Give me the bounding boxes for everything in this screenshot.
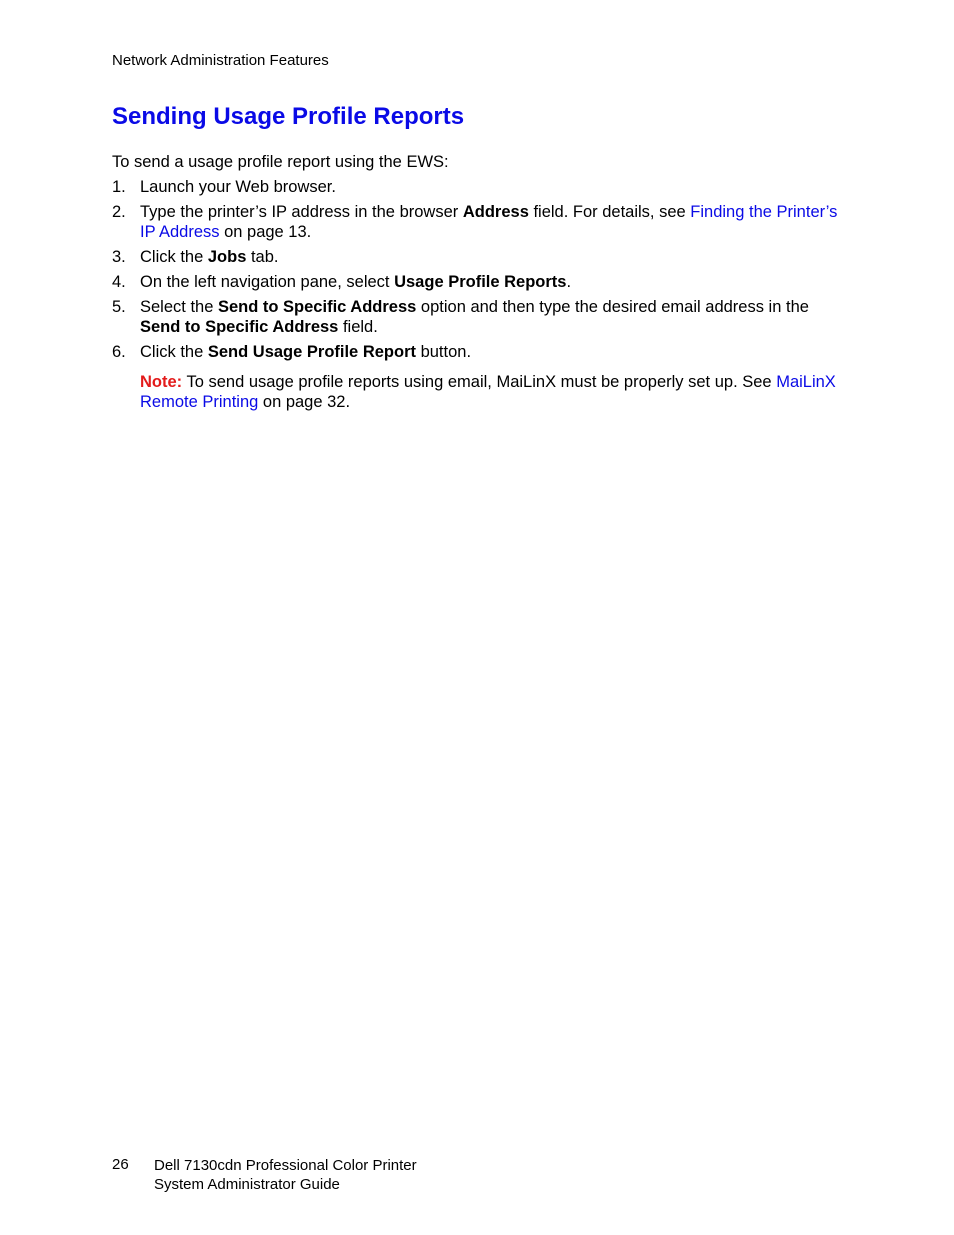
ui-term: Send Usage Profile Report xyxy=(207,343,416,361)
list-item xyxy=(112,247,842,267)
note-label: Note: xyxy=(140,373,183,391)
step-text: Select the Send to Specific Address option and then type the desired email address in the Send to Specific Address field. xyxy=(140,298,809,336)
step-number: 5. xyxy=(112,298,126,316)
footer xyxy=(154,1156,417,1194)
step-text: Type the printer’s IP address in the browser Address field. For details, see Finding the Printer’s IP Address on page 13. xyxy=(140,203,838,241)
note-text: To send usage profile reports using email, MaiLinX must be properly set up. See xyxy=(182,373,777,391)
running-header: Network Administration Features xyxy=(112,52,329,69)
step-text: Launch your Web browser. xyxy=(140,178,336,196)
footer-guide: System Administrator Guide xyxy=(154,1176,340,1193)
list-item xyxy=(112,177,842,197)
list-item xyxy=(112,342,842,362)
intro-text: To send a usage profile report using the EWS: xyxy=(112,153,449,171)
note-block xyxy=(140,372,840,412)
step-text: Click the Send Usage Profile Report button. xyxy=(140,343,472,361)
link-mailinx-remote-printing[interactable]: MaiLinX Remote Printing xyxy=(140,373,836,411)
page-number: 26 xyxy=(112,1156,129,1173)
page-title: Sending Usage Profile Reports xyxy=(112,103,465,130)
footer-product: Dell 7130cdn Professional Color Printer xyxy=(154,1157,417,1174)
ui-term: Send to Specific Address xyxy=(140,318,339,336)
step-text: On the left navigation pane, select Usage Profile Reports. xyxy=(140,273,572,291)
list-item xyxy=(112,297,842,337)
ui-term: Send to Specific Address xyxy=(217,298,417,316)
ui-term: Address xyxy=(462,203,529,221)
ui-term: Usage Profile Reports xyxy=(394,273,567,291)
list-item xyxy=(112,202,842,242)
step-number: 1. xyxy=(112,178,126,196)
step-number: 3. xyxy=(112,248,126,266)
step-number: 4. xyxy=(112,273,126,291)
step-number: 2. xyxy=(112,203,126,221)
note-tail: on page 32. xyxy=(258,393,351,411)
step-number: 6. xyxy=(112,343,126,361)
link-finding-ip-address[interactable]: Finding the Printer’s IP Address xyxy=(140,203,838,241)
steps-list xyxy=(112,177,842,367)
list-item xyxy=(112,272,842,292)
ui-term: Jobs xyxy=(207,248,247,266)
step-text: Click the Jobs tab. xyxy=(140,248,279,266)
